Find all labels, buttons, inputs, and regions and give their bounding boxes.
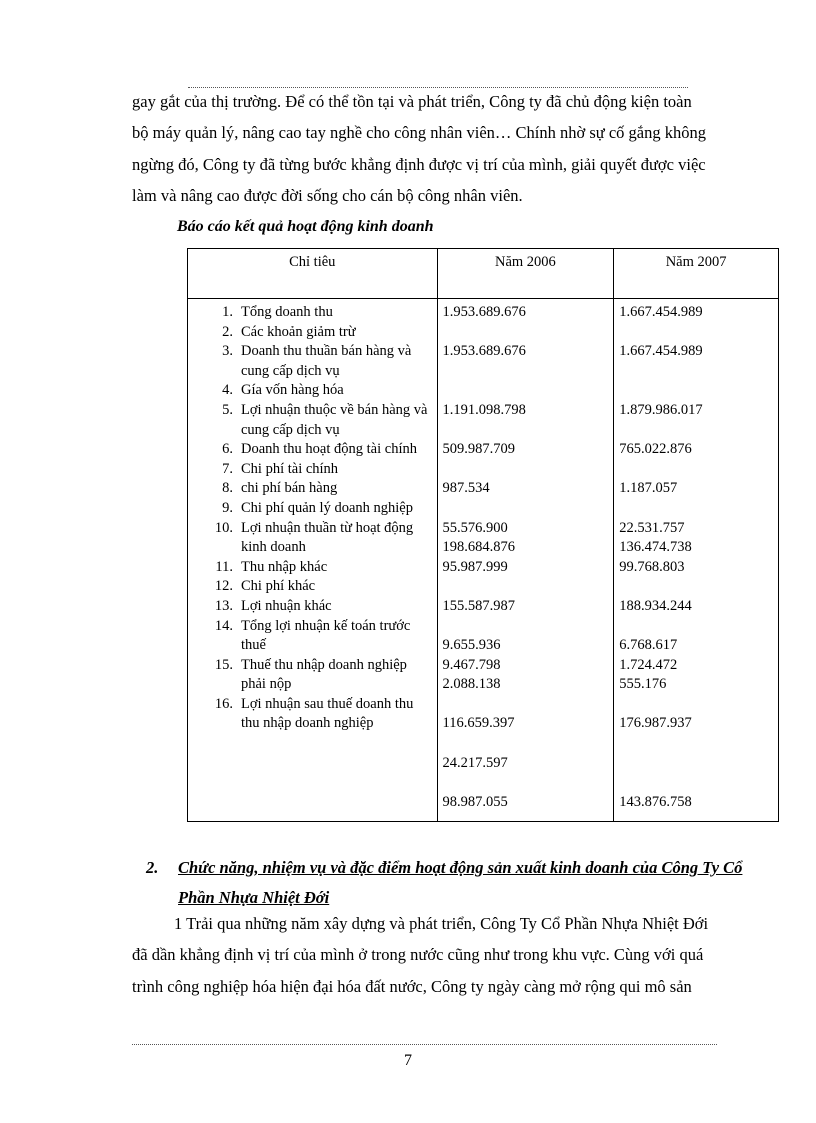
value-cell (443, 460, 613, 480)
value-cell: 555.176 (619, 676, 667, 693)
list-item (189, 342, 436, 381)
value-cell: 198.684.876 (442, 539, 516, 556)
paragraph-line: trình công nghiệp hóa hiện đại hóa đất nước, Công ty ngày càng mở rộng qui mô sản (132, 976, 692, 996)
value-cell (619, 617, 777, 637)
footer-rule (132, 1044, 717, 1045)
paragraph-line: gay gắt của thị trường. Để có thể tồn tại và phát triển, Công ty đã chủ động kiện toàn (132, 92, 692, 111)
list-item (189, 656, 436, 695)
list-item (189, 577, 436, 597)
value-cell (443, 695, 613, 715)
item-label: Lợi nhuận sau thuế doanh thu thu nhập doanh nghiệp (241, 695, 414, 732)
value-cell: 95.987.999 (442, 558, 508, 575)
item-number: 5. (222, 401, 233, 418)
value-cell: 1.667.454.989 (619, 304, 703, 320)
value-cell: 509.987.709 (442, 441, 516, 458)
value-cell (443, 421, 613, 441)
item-number: 7. (222, 460, 233, 477)
value-cell: 24.217.597 (442, 754, 508, 771)
year-2007-values (614, 299, 779, 822)
header-year-2006: Năm 2006 (437, 249, 614, 299)
value-cell: 1.953.689.676 (442, 304, 526, 320)
value-cell (619, 421, 777, 441)
value-cell: 22.531.757 (619, 519, 685, 536)
list-item (189, 519, 436, 558)
list-item (189, 558, 436, 578)
value-cell (619, 381, 777, 401)
paragraph-line: làm và nâng cao được đời sống cho cán bộ công nhân viên. (132, 185, 523, 205)
paragraph-line: bộ máy quản lý, nâng cao tay nghề cho công nhân viên… Chính nhờ sự cố gắng không (132, 123, 706, 143)
item-number: 2. (222, 323, 233, 340)
item-number: 12. (214, 578, 233, 595)
item-label: Doanh thu hoạt động tài chính (241, 441, 417, 458)
header-year-2007: Năm 2007 (614, 249, 779, 299)
value-cell: 765.022.876 (619, 441, 692, 458)
item-label: Chi phí khác (241, 578, 316, 595)
item-number: 8. (222, 480, 233, 497)
paragraph-line: đã dần khẳng định vị trí của mình ở trong nước cũng như trong khu vực. Cùng với quá (132, 945, 704, 965)
item-number: 14. (214, 617, 233, 634)
report-title: Báo cáo kết quả hoạt động kinh doanh (177, 218, 434, 235)
item-label: Gía vốn hàng hóa (241, 382, 344, 399)
value-cell: 155.587.987 (442, 597, 516, 614)
item-label: chi phí bán hàng (241, 480, 338, 497)
value-cell: 1.953.689.676 (442, 343, 526, 360)
item-number: 9. (222, 499, 233, 516)
item-number: 16. (214, 695, 233, 712)
value-cell: 1.191.098.798 (442, 401, 526, 418)
business-report-table (187, 248, 779, 822)
intro-paragraph (132, 86, 756, 211)
value-cell (443, 577, 613, 597)
list-item (189, 303, 436, 323)
item-number: 10. (214, 519, 233, 536)
value-cell: 99.768.803 (619, 558, 685, 575)
item-number: 3. (222, 343, 233, 360)
item-label: Lợi nhuận thuộc về bán hàng và cung cấp dịch vụ (241, 401, 428, 438)
item-label: Thuế thu nhập doanh nghiệp phải nộp (241, 656, 407, 693)
table-body-row (188, 299, 779, 822)
item-number: 1. (222, 304, 233, 320)
section-paragraph (132, 908, 756, 1002)
item-label: Tổng lợi nhuận kế toán trước thuế (241, 617, 411, 654)
value-cell (619, 754, 777, 774)
value-cell (443, 734, 613, 754)
value-cell: 1.187.057 (619, 480, 678, 497)
value-cell (443, 499, 613, 519)
list-item (189, 479, 436, 499)
value-cell: 9.655.936 (442, 637, 501, 654)
paragraph-line: ngừng đó, Công ty đã từng bước khẳng định được vị trí của mình, giải quyết được việc (132, 154, 706, 174)
list-item (189, 460, 436, 480)
value-cell: 9.467.798 (442, 656, 501, 673)
item-number: 15. (214, 656, 233, 673)
item-label: Lợi nhuận thuần từ hoạt động kinh doanh (241, 519, 414, 556)
section-title-line-2: Phần Nhựa Nhiệt Đới (178, 888, 330, 907)
value-cell: 98.987.055 (442, 793, 508, 810)
item-label: Tổng doanh thu (241, 304, 333, 320)
item-label: Doanh thu thuần bán hàng và cung cấp dịch vụ (241, 343, 412, 379)
value-cell: 176.987.937 (619, 715, 692, 732)
header-indicator: Chỉ tiêu (188, 249, 438, 299)
value-cell (619, 323, 777, 343)
value-cell (619, 773, 777, 793)
list-item (189, 401, 436, 440)
value-cell (443, 323, 613, 343)
indicator-column (188, 299, 438, 822)
item-number: 11. (215, 558, 233, 575)
table-header-row (188, 249, 779, 299)
value-cell (619, 695, 777, 715)
list-item (189, 499, 436, 519)
list-item (189, 617, 436, 656)
value-cell (619, 577, 777, 597)
list-item (189, 440, 436, 460)
item-number: 6. (222, 441, 233, 458)
item-number: 13. (214, 597, 233, 614)
section-heading (146, 853, 742, 913)
value-cell: 116.659.397 (442, 715, 515, 732)
section-title-text: Chức năng, nhiệm vụ và đặc điểm hoạt động sản xuất kinh doanh của Công Ty Cổ (178, 858, 743, 877)
value-cell: 987.534 (442, 480, 490, 497)
value-cell: 1.879.986.017 (619, 401, 703, 418)
item-number: 4. (222, 382, 233, 399)
value-cell: 136.474.738 (619, 539, 692, 556)
item-label: Chi phí quản lý doanh nghiệp (241, 499, 413, 516)
list-item (189, 323, 436, 343)
section-title-line-1 (146, 853, 742, 883)
list-item (189, 381, 436, 401)
value-cell (619, 734, 777, 754)
value-cell (443, 381, 613, 401)
item-label: Chi phí tài chính (241, 460, 339, 477)
value-cell: 55.576.900 (442, 519, 508, 536)
value-cell: 143.876.758 (619, 793, 692, 810)
page-number: 7 (404, 1052, 412, 1069)
paragraph-line: 1 Trải qua những năm xây dựng và phát triển, Công Ty Cổ Phần Nhựa Nhiệt Đới (174, 914, 709, 933)
value-cell (443, 773, 613, 793)
list-item (189, 695, 436, 734)
list-item (189, 597, 436, 617)
indicator-list (189, 303, 436, 734)
value-cell (443, 362, 613, 382)
value-cell (619, 499, 777, 519)
value-cell: 1.724.472 (619, 656, 678, 673)
year-2006-values (437, 299, 614, 822)
value-cell: 6.768.617 (619, 637, 678, 654)
value-cell: 1.667.454.989 (619, 343, 703, 360)
section-number: 2. (146, 858, 159, 877)
value-cell: 188.934.244 (619, 597, 692, 614)
value-cell (443, 617, 613, 637)
value-cell (619, 362, 777, 382)
value-cell: 2.088.138 (442, 676, 501, 693)
item-label: Các khoản giảm trừ (241, 323, 356, 340)
item-label: Lợi nhuận khác (241, 597, 332, 614)
item-label: Thu nhập khác (241, 558, 328, 575)
value-cell (619, 460, 777, 480)
